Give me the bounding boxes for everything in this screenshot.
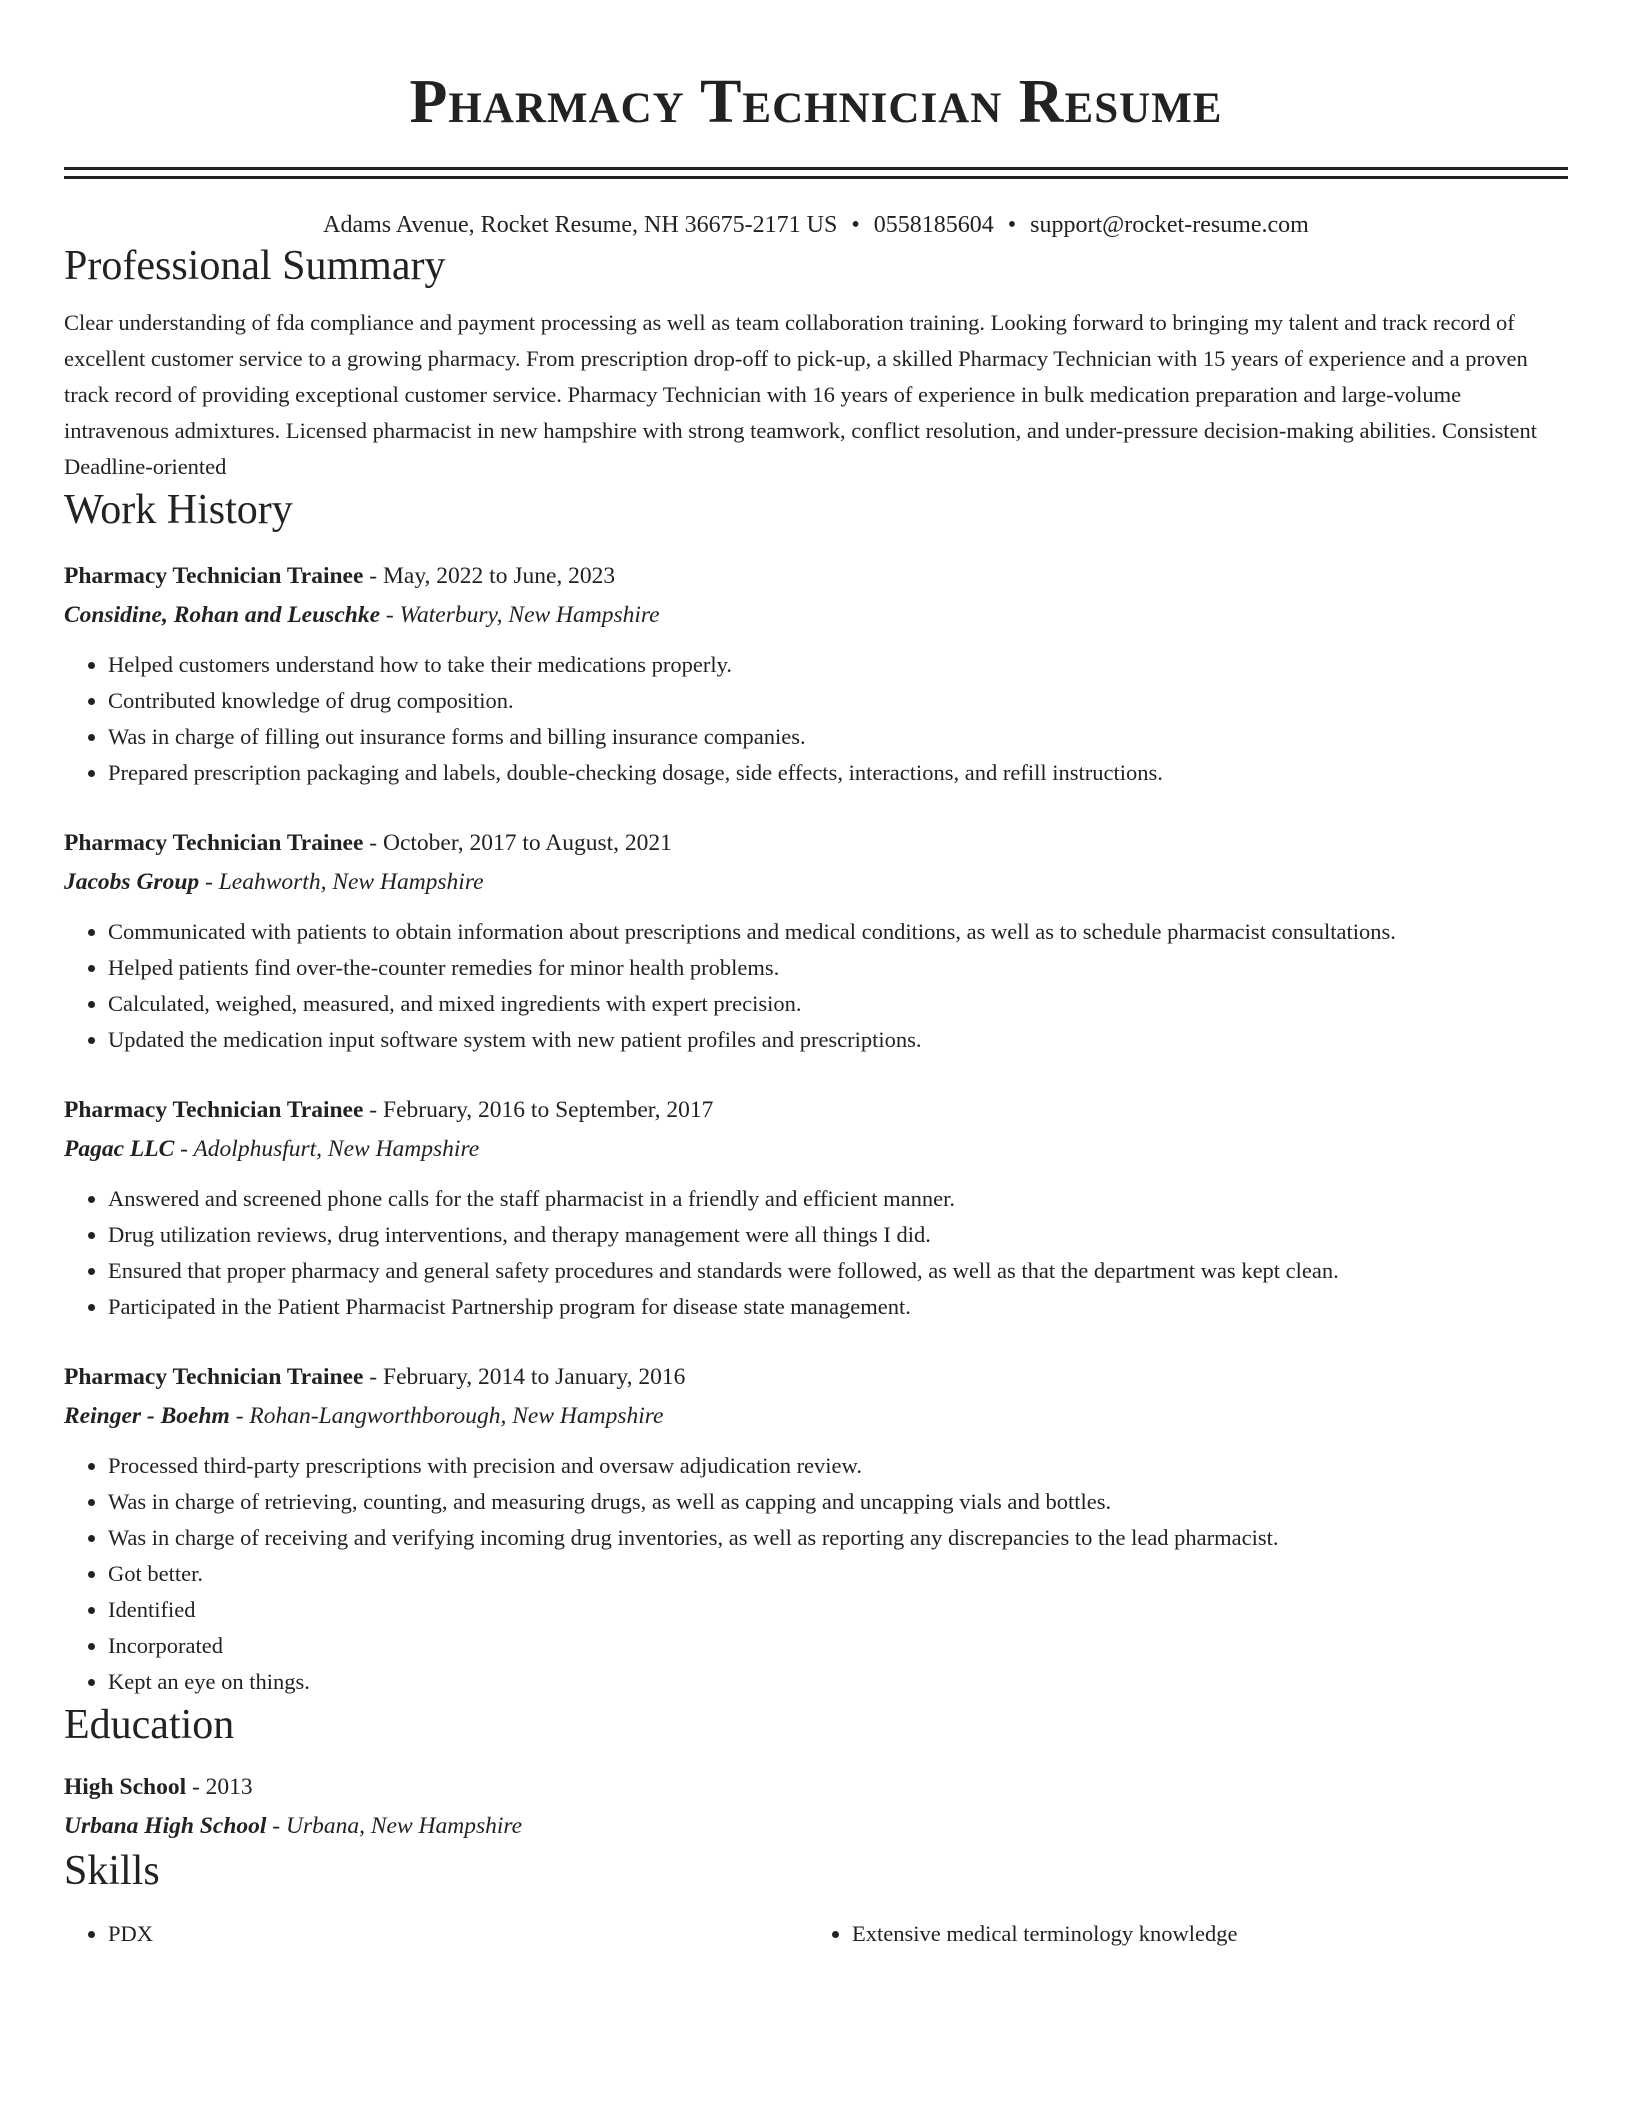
resume-page	[64, 0, 1568, 1952]
job-bullets	[64, 914, 1568, 1058]
resume-title: Pharmacy Technician Resume	[409, 68, 1223, 136]
job-dates: - February, 2014 to January, 2016	[363, 1364, 686, 1390]
job-bullets	[64, 647, 1568, 791]
skills-grid	[64, 1916, 1568, 1952]
job-bullet: • Was in charge of receiving and verifying incoming drug inventories, as well as reporting any discrepancies to the lead pharmacist.	[108, 1520, 1568, 1556]
contact-separator: •	[851, 212, 860, 238]
job-bullet: • Was in charge of filling out insurance forms and billing insurance companies.	[108, 719, 1568, 755]
graduation-year: - 2013	[186, 1774, 253, 1800]
job-bullet: • Communicated with patients to obtain information about prescriptions and medical conditions, as well as to schedule pharmacist consultations.	[108, 914, 1568, 950]
job-bullet: • Kept an eye on things.	[108, 1664, 1568, 1700]
company-line	[64, 1396, 1568, 1436]
company-name: Pagac LLC	[64, 1136, 175, 1162]
job-bullet: • Drug utilization reviews, drug interventions, and therapy management were all things I did.	[108, 1217, 1568, 1253]
job-bullet: • Helped patients find over-the-counter remedies for minor health problems.	[108, 950, 1568, 986]
skill-item: • PDX	[108, 1916, 808, 1952]
title-divider-top	[64, 167, 1568, 170]
job-bullet: • Incorporated	[108, 1628, 1568, 1664]
job-bullet: • Answered and screened phone calls for the staff pharmacist in a friendly and efficient manner.	[108, 1181, 1568, 1217]
school-line	[64, 1806, 1568, 1846]
job-bullet: • Identified	[108, 1592, 1568, 1628]
job-bullets	[64, 1448, 1568, 1700]
job-bullet: • Got better.	[108, 1556, 1568, 1592]
job-title-line	[64, 1091, 1568, 1129]
job-entry	[64, 557, 1568, 791]
job-dates: - May, 2022 to June, 2023	[363, 563, 616, 589]
job-bullet: • Helped customers understand how to take their medications properly.	[108, 647, 1568, 683]
job-bullet: • Contributed knowledge of drug composition.	[108, 683, 1568, 719]
summary-text: Clear understanding of fda compliance and payment processing as well as team collaboration training. Looking forward to bringing my talent and track record of excellent customer service to a growing pharmacy. From prescription drop-off to pick-up, a skilled Pharmacy Technician with 15 years of experience and a proven track record of providing exceptional customer service. Pharmacy Technician with 16 years of experience in bulk medication preparation and large-volume intravenous admixtures. Licensed pharmacist in new hampshire with strong teamwork, conflict resolution, and under-pressure decision-making abilities. Consistent Deadline-oriented	[64, 310, 1537, 479]
company-name: Considine, Rohan and Leuschke	[64, 602, 381, 628]
job-dates: - February, 2016 to September, 2017	[363, 1097, 714, 1123]
company-location: - Waterbury, New Hampshire	[380, 602, 660, 628]
degree: High School	[64, 1774, 187, 1800]
job-title-line	[64, 557, 1568, 595]
contact-separator: •	[1007, 212, 1017, 238]
job-bullet: • Processed third-party prescriptions with precision and oversaw adjudication review.	[108, 1448, 1568, 1484]
company-name: Reinger - Boehm	[64, 1403, 230, 1429]
job-title: Pharmacy Technician Trainee	[64, 830, 364, 856]
job-title-line	[64, 1358, 1568, 1396]
job-bullet: • Updated the medication input software system with new patient profiles and prescriptions.	[108, 1022, 1568, 1058]
job-bullet: • Ensured that proper pharmacy and general safety procedures and standards were followed, as well as that the department was kept clean.	[108, 1253, 1568, 1289]
job-title: Pharmacy Technician Trainee	[64, 1364, 364, 1390]
contact-address: Adams Avenue, Rocket Resume, NH 36675-2171 US	[323, 212, 838, 238]
school-name: Urbana High School	[64, 1813, 267, 1839]
work-history-heading: Work History	[64, 487, 293, 533]
job-entry	[64, 1358, 1568, 1700]
company-location: - Rohan-Langworthborough, New Hampshire	[229, 1403, 664, 1429]
skills-column-right	[808, 1916, 1552, 1952]
skill-item: • Extensive medical terminology knowledge	[852, 1916, 1552, 1952]
job-bullet: • Calculated, weighed, measured, and mixed ingredients with expert precision.	[108, 986, 1568, 1022]
job-title-line	[64, 824, 1568, 862]
degree-line	[64, 1768, 1568, 1806]
job-entry	[64, 824, 1568, 1058]
job-title: Pharmacy Technician Trainee	[64, 1097, 364, 1123]
company-line	[64, 1129, 1568, 1169]
skills-heading: Skills	[64, 1848, 160, 1894]
job-entry	[64, 1091, 1568, 1325]
education-heading: Education	[64, 1702, 235, 1748]
job-bullet: • Participated in the Patient Pharmacist Partnership program for disease state management.	[108, 1289, 1568, 1325]
company-location: - Leahworth, New Hampshire	[199, 869, 484, 895]
job-title: Pharmacy Technician Trainee	[64, 563, 364, 589]
contact-email: support@rocket-resume.com	[1030, 212, 1309, 238]
school-location: - Urbana, New Hampshire	[266, 1813, 523, 1839]
job-bullet: • Prepared prescription packaging and labels, double-checking dosage, side effects, interactions, and refill instructions.	[108, 755, 1568, 791]
contact-line	[64, 209, 1568, 241]
job-bullets	[64, 1181, 1568, 1325]
job-bullet: • Was in charge of retrieving, counting, and measuring drugs, as well as capping and uncapping vials and bottles.	[108, 1484, 1568, 1520]
company-line	[64, 862, 1568, 902]
company-line	[64, 595, 1568, 635]
company-name: Jacobs Group	[64, 869, 200, 895]
skills-column-left	[64, 1916, 808, 1952]
education-entry	[64, 1768, 1568, 1846]
company-location: - Adolphusfurt, New Hampshire	[174, 1136, 480, 1162]
title-divider-bottom	[64, 176, 1568, 179]
contact-phone: 0558185604	[873, 212, 994, 238]
summary-heading: Professional Summary	[64, 243, 446, 289]
job-dates: - October, 2017 to August, 2021	[363, 830, 672, 856]
